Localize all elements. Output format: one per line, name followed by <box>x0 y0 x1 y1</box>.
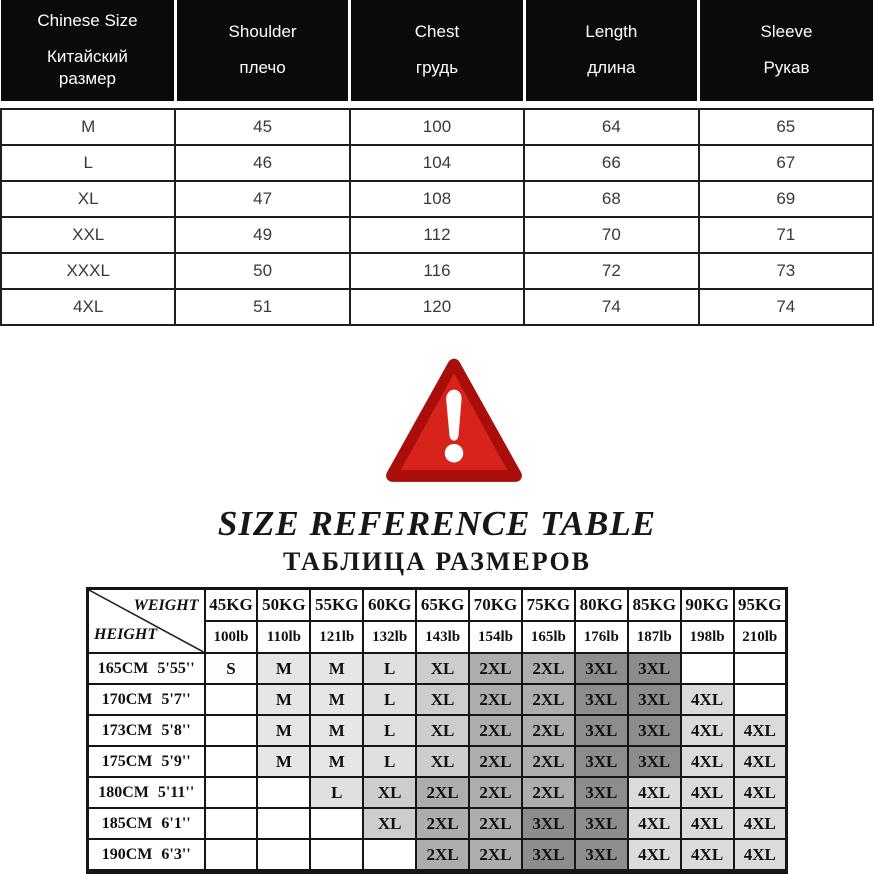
measurement-value-cell: 116 <box>350 253 524 289</box>
measurement-header-row <box>1 0 873 103</box>
empty-size-cell <box>310 808 363 839</box>
recommended-size-cell: 4XL <box>734 746 787 777</box>
size-name-cell: XL <box>1 181 175 217</box>
recommended-size-cell: 4XL <box>681 746 734 777</box>
recommended-size-cell: M <box>257 684 310 715</box>
measurement-value-cell: 112 <box>350 217 524 253</box>
measurement-value-cell: 49 <box>175 217 349 253</box>
size-name-cell: M <box>1 109 175 145</box>
recommended-size-cell: M <box>310 684 363 715</box>
measurement-header-cell <box>1 0 175 103</box>
weight-kg-cell: 85KG <box>628 589 681 622</box>
header-label-ru: Рукав <box>763 58 810 77</box>
measurement-header-cell <box>524 0 698 103</box>
recommended-size-cell: M <box>310 653 363 684</box>
recommended-size-cell: 3XL <box>522 808 575 839</box>
recommended-size-cell: 2XL <box>522 777 575 808</box>
measurement-value-cell: 120 <box>350 289 524 325</box>
measurement-value-cell: 70 <box>524 217 698 253</box>
recommended-size-cell: 2XL <box>522 653 575 684</box>
recommended-size-cell: XL <box>363 808 416 839</box>
empty-size-cell <box>205 777 258 808</box>
height-ft-label: 5'11'' <box>157 783 195 801</box>
recommended-size-cell: 4XL <box>628 839 681 872</box>
measurement-value-cell: 50 <box>175 253 349 289</box>
measurement-table-body <box>1 103 873 326</box>
height-cm-label: 180CM <box>98 783 149 801</box>
weight-lb-cell: 121lb <box>310 621 363 653</box>
height-label-cell <box>88 808 205 839</box>
recommended-size-cell: 2XL <box>469 715 522 746</box>
recommended-size-cell: 4XL <box>628 777 681 808</box>
recommended-size-cell: 4XL <box>628 808 681 839</box>
header-label-en: Chest <box>414 22 460 42</box>
page-subtitle: ТАБЛИЦА РАЗМЕРОВ <box>282 547 592 576</box>
recommended-size-cell: L <box>363 746 416 777</box>
weight-lb-cell: 165lb <box>522 621 575 653</box>
recommended-size-cell: 3XL <box>575 839 628 872</box>
header-label-wrap <box>351 21 522 80</box>
weight-lb-cell: 143lb <box>416 621 469 653</box>
height-label-cell <box>88 684 205 715</box>
recommended-size-cell: 2XL <box>416 777 469 808</box>
recommended-size-cell: XL <box>363 777 416 808</box>
measurement-header-cell <box>350 0 524 103</box>
height-cm-label: 190CM <box>101 845 153 863</box>
recommended-size-cell: 3XL <box>628 653 681 684</box>
empty-size-cell <box>257 839 310 872</box>
weight-kg-cell: 55KG <box>310 589 363 622</box>
reference-row <box>88 808 787 839</box>
header-label-ru: Китайский размер <box>47 46 128 89</box>
reference-row <box>88 777 787 808</box>
weight-kg-cell: 45KG <box>205 589 258 622</box>
weight-kg-cell: 80KG <box>575 589 628 622</box>
header-label-wrap <box>1 10 174 92</box>
measurement-value-cell: 66 <box>524 145 698 181</box>
recommended-size-cell: M <box>310 715 363 746</box>
weight-kg-row <box>88 589 787 622</box>
header-label-ru: грудь <box>415 58 459 77</box>
recommended-size-cell: 2XL <box>416 808 469 839</box>
measurement-value-cell: 108 <box>350 181 524 217</box>
recommended-size-cell: S <box>205 653 258 684</box>
size-name-cell: 4XL <box>1 289 175 325</box>
height-label-cell <box>88 746 205 777</box>
measurement-value-cell: 104 <box>350 145 524 181</box>
size-name-cell: L <box>1 145 175 181</box>
recommended-size-cell: L <box>310 777 363 808</box>
corner-weight-label: WEIGHT <box>133 597 199 614</box>
recommended-size-cell: 3XL <box>575 653 628 684</box>
recommended-size-cell: M <box>310 746 363 777</box>
weight-kg-cell: 65KG <box>416 589 469 622</box>
empty-size-cell <box>205 746 258 777</box>
empty-size-cell <box>363 839 416 872</box>
measurement-value-cell: 71 <box>699 217 873 253</box>
measurement-value-cell: 65 <box>699 109 873 145</box>
empty-size-cell <box>681 653 734 684</box>
weight-lb-cell: 176lb <box>575 621 628 653</box>
empty-size-cell <box>205 808 258 839</box>
recommended-size-cell: 4XL <box>681 777 734 808</box>
recommended-size-cell: 2XL <box>469 808 522 839</box>
recommended-size-cell: 3XL <box>522 839 575 872</box>
weight-kg-cell: 50KG <box>257 589 310 622</box>
weight-kg-cell: 75KG <box>522 589 575 622</box>
measurement-value-cell: 45 <box>175 109 349 145</box>
recommended-size-cell: 2XL <box>469 653 522 684</box>
height-cm-label: 173CM <box>101 721 153 739</box>
height-ft-label: 6'3'' <box>161 845 191 863</box>
recommended-size-cell: L <box>363 684 416 715</box>
recommended-size-cell: 4XL <box>734 777 787 808</box>
recommended-size-cell: 2XL <box>522 684 575 715</box>
warning-triangle-icon <box>384 356 524 486</box>
measurement-row <box>1 253 873 289</box>
recommended-size-cell: XL <box>416 653 469 684</box>
measurement-value-cell: 72 <box>524 253 698 289</box>
recommended-size-cell: M <box>257 653 310 684</box>
measurement-header-cell <box>175 0 349 103</box>
measurement-value-cell: 47 <box>175 181 349 217</box>
recommended-size-cell: 4XL <box>734 715 787 746</box>
recommended-size-cell: 3XL <box>575 715 628 746</box>
corner-cell <box>88 589 205 654</box>
empty-size-cell <box>257 777 310 808</box>
weight-lb-cell: 210lb <box>734 621 787 653</box>
empty-size-cell <box>734 653 787 684</box>
recommended-size-cell: 3XL <box>628 715 681 746</box>
empty-size-cell <box>205 839 258 872</box>
height-cm-label: 170CM <box>101 690 153 708</box>
empty-size-cell <box>310 839 363 872</box>
measurement-value-cell: 73 <box>699 253 873 289</box>
measurement-value-cell: 64 <box>524 109 698 145</box>
size-name-cell: XXL <box>1 217 175 253</box>
corner-height-label: HEIGHT <box>94 626 158 643</box>
measurement-header-cell <box>699 0 873 103</box>
height-label-cell <box>88 653 205 684</box>
page-title: SIZE REFERENCE TABLE <box>217 504 657 543</box>
recommended-size-cell: 4XL <box>734 808 787 839</box>
measurement-value-cell: 51 <box>175 289 349 325</box>
recommended-size-cell: 3XL <box>575 746 628 777</box>
size-name-cell: XXXL <box>1 253 175 289</box>
recommended-size-cell: 4XL <box>681 684 734 715</box>
height-cm-label: 185CM <box>101 814 153 832</box>
recommended-size-cell: XL <box>416 715 469 746</box>
measurement-value-cell: 100 <box>350 109 524 145</box>
recommended-size-cell: 4XL <box>681 808 734 839</box>
header-label-en: Chinese Size <box>37 10 138 30</box>
header-label-wrap <box>177 21 348 80</box>
measurement-table <box>0 0 874 326</box>
reference-row <box>88 839 787 872</box>
measurement-value-cell: 74 <box>699 289 873 325</box>
recommended-size-cell: 4XL <box>734 839 787 872</box>
header-label-en: Length <box>585 22 638 42</box>
warning-icon <box>17 356 874 490</box>
height-cm-label: 175CM <box>101 752 153 770</box>
recommended-size-cell: 2XL <box>469 777 522 808</box>
reference-row <box>88 746 787 777</box>
measurement-row <box>1 109 873 145</box>
height-label-cell <box>88 777 205 808</box>
empty-size-cell <box>257 808 310 839</box>
recommended-size-cell: 3XL <box>575 684 628 715</box>
header-label-ru: длина <box>587 58 636 77</box>
measurement-row <box>1 289 873 325</box>
recommended-size-cell: XL <box>416 746 469 777</box>
recommended-size-cell: M <box>257 715 310 746</box>
height-ft-label: 5'55'' <box>157 659 195 677</box>
measurement-value-cell: 46 <box>175 145 349 181</box>
height-ft-label: 5'7'' <box>161 690 191 708</box>
empty-size-cell <box>205 684 258 715</box>
recommended-size-cell: 3XL <box>628 746 681 777</box>
recommended-size-cell: 2XL <box>522 746 575 777</box>
recommended-size-cell: 2XL <box>416 839 469 872</box>
recommended-size-cell: 2XL <box>469 684 522 715</box>
weight-lb-cell: 154lb <box>469 621 522 653</box>
recommended-size-cell: XL <box>416 684 469 715</box>
height-ft-label: 6'1'' <box>161 814 191 832</box>
measurement-row <box>1 145 873 181</box>
reference-table-body <box>88 653 787 872</box>
recommended-size-cell: 3XL <box>575 808 628 839</box>
height-label-cell <box>88 839 205 872</box>
header-label-ru: плечо <box>239 58 286 77</box>
measurement-value-cell: 67 <box>699 145 873 181</box>
height-ft-label: 5'9'' <box>161 752 191 770</box>
reference-table <box>86 587 788 874</box>
height-label-cell <box>88 715 205 746</box>
weight-lb-cell: 100lb <box>205 621 258 653</box>
measurement-value-cell: 68 <box>524 181 698 217</box>
height-cm-label: 165CM <box>97 659 149 677</box>
reference-row <box>88 684 787 715</box>
recommended-size-cell: 3XL <box>628 684 681 715</box>
weight-kg-cell: 60KG <box>363 589 416 622</box>
weight-lb-cell: 187lb <box>628 621 681 653</box>
header-label-wrap <box>526 21 697 80</box>
reference-row <box>88 653 787 684</box>
measurement-value-cell: 69 <box>699 181 873 217</box>
weight-kg-cell: 90KG <box>681 589 734 622</box>
header-label-en: Sleeve <box>760 22 813 42</box>
weight-lb-cell: 132lb <box>363 621 416 653</box>
recommended-size-cell: L <box>363 715 416 746</box>
reference-row <box>88 715 787 746</box>
weight-lb-cell: 198lb <box>681 621 734 653</box>
header-label-en: Shoulder <box>228 22 297 42</box>
empty-size-cell <box>205 715 258 746</box>
weight-kg-cell: 95KG <box>734 589 787 622</box>
recommended-size-cell: 3XL <box>575 777 628 808</box>
recommended-size-cell: L <box>363 653 416 684</box>
recommended-size-cell: 4XL <box>681 839 734 872</box>
weight-lb-cell: 110lb <box>257 621 310 653</box>
measurement-row <box>1 217 873 253</box>
recommended-size-cell: 2XL <box>469 746 522 777</box>
recommended-size-cell: M <box>257 746 310 777</box>
measurement-row <box>1 181 873 217</box>
empty-size-cell <box>734 684 787 715</box>
recommended-size-cell: 2XL <box>522 715 575 746</box>
height-ft-label: 5'8'' <box>161 721 191 739</box>
weight-kg-cell: 70KG <box>469 589 522 622</box>
header-label-wrap <box>700 21 873 80</box>
recommended-size-cell: 2XL <box>469 839 522 872</box>
measurement-value-cell: 74 <box>524 289 698 325</box>
recommended-size-cell: 4XL <box>681 715 734 746</box>
